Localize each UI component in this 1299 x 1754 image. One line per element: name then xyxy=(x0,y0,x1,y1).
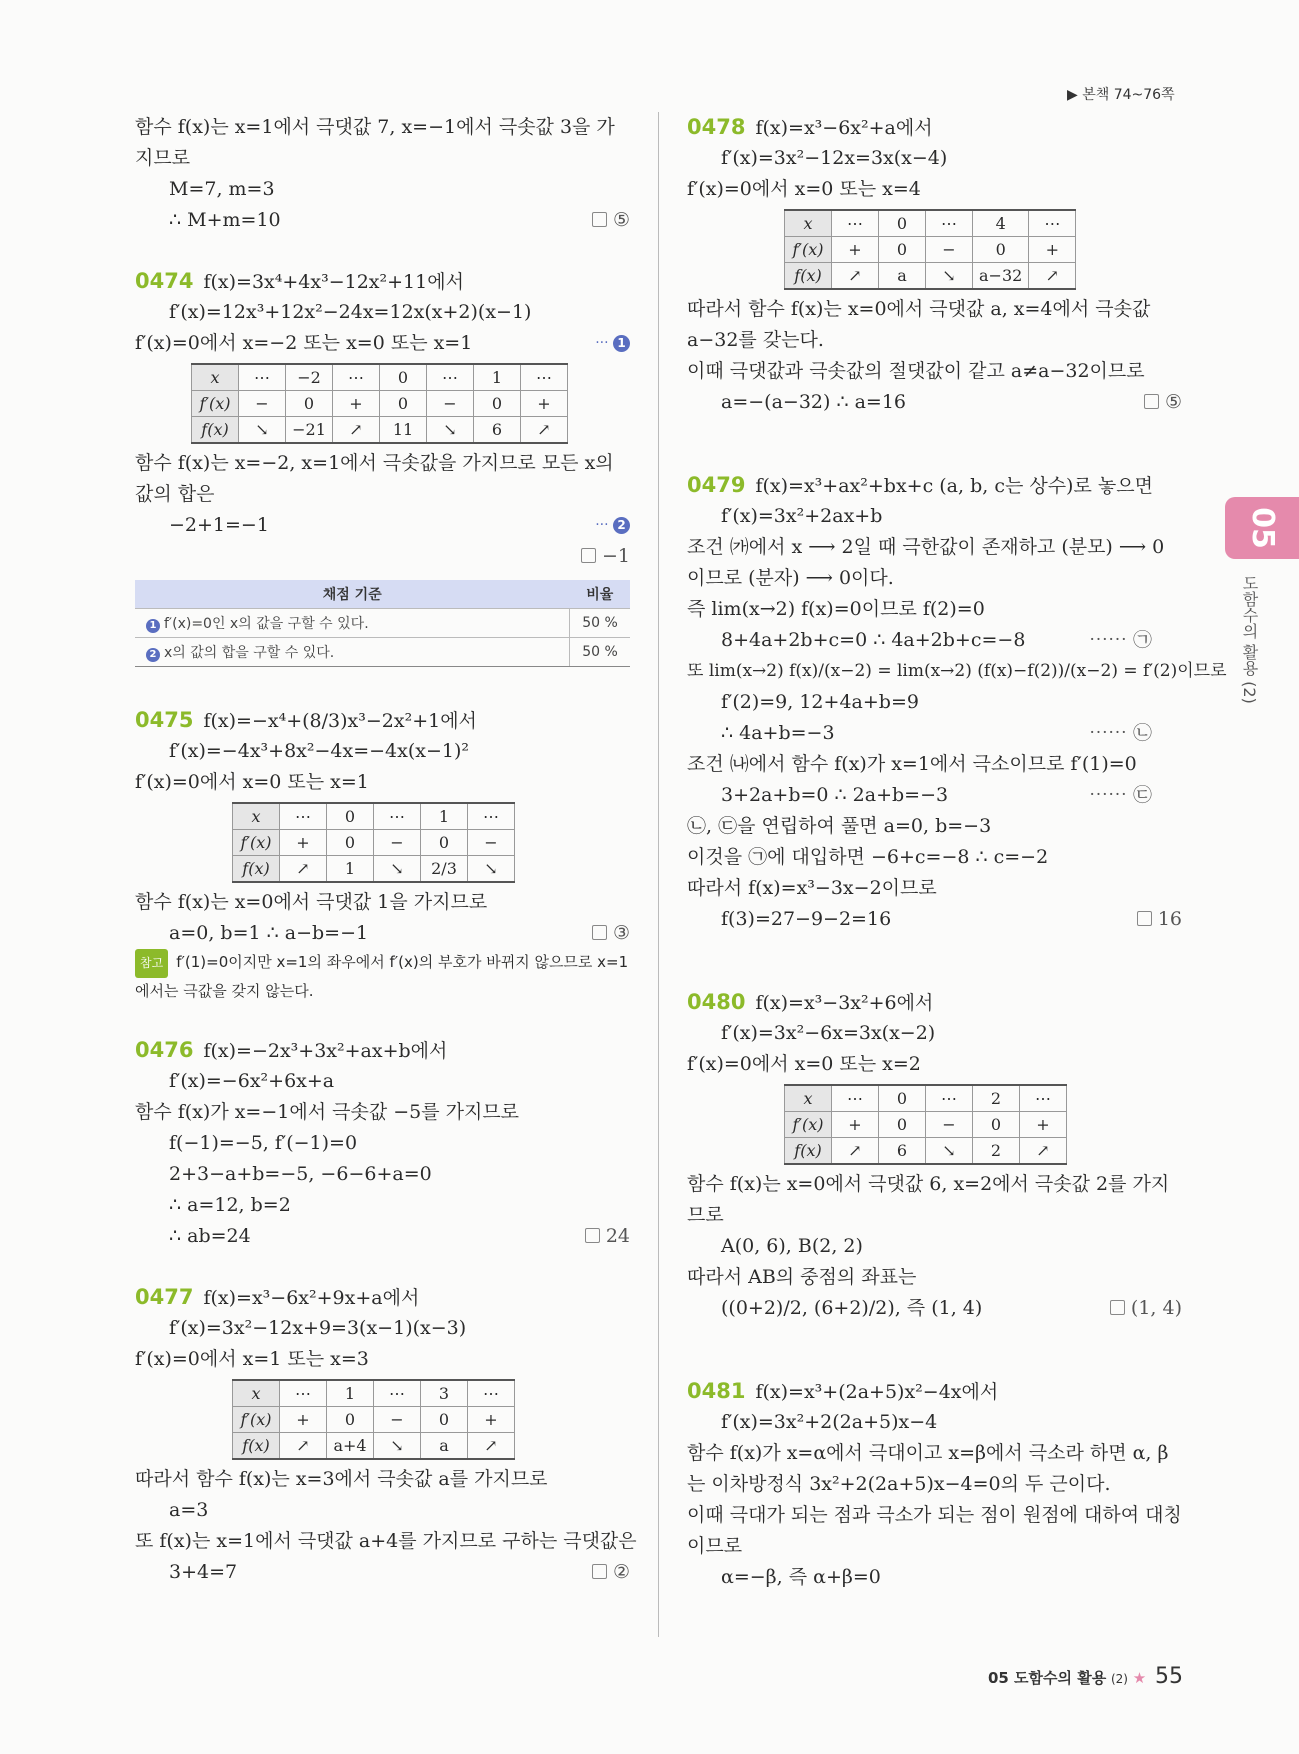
table-row xyxy=(785,1138,1067,1165)
problem-number: 0474 xyxy=(135,269,194,293)
table-cell: ⋯ xyxy=(1020,1085,1067,1112)
table-cell: 1 xyxy=(327,856,374,883)
math-line xyxy=(135,205,630,236)
table-row xyxy=(233,1433,515,1460)
criterion-text: x의 값의 합을 구할 수 있다. xyxy=(164,645,335,661)
math-line xyxy=(687,718,1182,749)
left-column xyxy=(135,112,637,1588)
table-cell: 11 xyxy=(380,417,427,444)
table-cell: − xyxy=(427,391,474,417)
answer-label xyxy=(581,541,630,572)
math-line: ∴ a=12, b=2 xyxy=(169,1194,291,1216)
table-cell: ⋯ xyxy=(1029,210,1076,237)
table-row xyxy=(785,1085,1067,1112)
answer-value: ③ xyxy=(612,922,630,944)
math-text: f(x)=x³−6x²+9x+a에서 xyxy=(203,1287,420,1309)
step-marker: ··· 2 xyxy=(595,510,630,541)
problem-number: 0481 xyxy=(687,1379,746,1403)
table-row xyxy=(192,391,568,417)
footer-star: ★ xyxy=(1132,1669,1147,1687)
table-row xyxy=(192,417,568,444)
math-text: f(x)=−2x³+3x²+ax+b에서 xyxy=(203,1040,448,1062)
math-text: f(3)=27−9−2=16 xyxy=(721,908,892,930)
table-cell: ↘ xyxy=(374,1433,421,1460)
problem-header xyxy=(135,1035,630,1066)
table-row xyxy=(785,263,1076,290)
table-cell: ⋯ xyxy=(333,364,380,391)
column-divider xyxy=(658,112,659,1637)
problem-number: 0476 xyxy=(135,1038,194,1062)
answer-value: −1 xyxy=(601,545,630,567)
math-text: ∴ ab=24 xyxy=(169,1225,251,1247)
table-cell: ⋯ xyxy=(832,210,879,237)
grading-row xyxy=(135,638,570,667)
text-line: 조건 ㈏에서 함수 f(x)가 x=1에서 극소이므로 f′(1)=0 xyxy=(687,753,1137,775)
answer-value: ⑤ xyxy=(1164,391,1182,413)
table-cell: a xyxy=(879,263,926,290)
text-line: 이때 극대가 되는 점과 극소가 되는 점이 원점에 대하여 대칭이므로 xyxy=(687,1504,1182,1557)
table-cell: 0 xyxy=(421,830,468,856)
table-cell: + xyxy=(280,830,327,856)
answer-icon xyxy=(1144,394,1159,409)
table-cell: ↗ xyxy=(280,1433,327,1460)
row-header: f(x) xyxy=(192,417,239,444)
table-cell: 0 xyxy=(380,364,427,391)
problem-0480 xyxy=(687,987,1182,1324)
problem-header xyxy=(687,470,1182,501)
table-cell: ⋯ xyxy=(374,803,421,830)
answer-label xyxy=(592,205,630,236)
problem-number: 0477 xyxy=(135,1285,194,1309)
answer-value: ⑤ xyxy=(612,209,630,231)
row-header: f(x) xyxy=(233,856,280,883)
table-cell: 0 xyxy=(286,391,333,417)
text-line: 조건 ㈎에서 x ⟶ 2일 때 극한값이 존재하고 (분모) ⟶ 0이므로 (분자) ⟶ 0이다. xyxy=(687,536,1165,589)
ratio-value: 50 % xyxy=(570,638,631,667)
chapter-number: 05 xyxy=(1245,507,1280,549)
table-cell: + xyxy=(832,1112,879,1138)
table-cell: + xyxy=(280,1407,327,1433)
table-cell: ⋯ xyxy=(239,364,286,391)
table-cell: ⋯ xyxy=(280,1380,327,1407)
math-text: f′(x)=0에서 x=−2 또는 x=0 또는 x=1 xyxy=(135,332,473,354)
answer-value: 24 xyxy=(605,1225,630,1247)
table-cell: 0 xyxy=(421,1407,468,1433)
right-column xyxy=(687,112,1227,1593)
equation-marker: ⋯⋯ ㉠ xyxy=(1088,629,1152,651)
problem-number: 0480 xyxy=(687,990,746,1014)
table-cell: ⋯ xyxy=(280,803,327,830)
math-line: 2+3−a+b=−5, −6−6+a=0 xyxy=(169,1163,432,1185)
row-header: x xyxy=(785,1085,832,1112)
math-line: 즉 lim(x→2) f(x)=0이므로 f(2)=0 xyxy=(687,598,985,620)
problem-0476 xyxy=(135,1035,630,1252)
table-cell: − xyxy=(239,391,286,417)
table-cell: ↗ xyxy=(832,263,879,290)
math-text: 3+2a+b=0 ∴ 2a+b=−3 xyxy=(721,784,949,806)
table-cell: 6 xyxy=(879,1138,926,1165)
answer-icon xyxy=(585,1228,600,1243)
table-cell: ⋯ xyxy=(468,1380,515,1407)
math-text: 8+4a+2b+c=0 ∴ 4a+2b+c=−8 xyxy=(721,629,1026,651)
table-cell: + xyxy=(832,237,879,263)
step-number: 1 xyxy=(613,335,630,352)
math-text: ∴ 4a+b=−3 xyxy=(721,722,835,744)
math-line xyxy=(687,1293,1182,1324)
answer-icon xyxy=(592,925,607,940)
text-line: ㉡, ㉢을 연립하여 풀면 a=0, b=−3 xyxy=(687,815,992,837)
math-line: a=3 xyxy=(169,1499,209,1521)
row-header: x xyxy=(785,210,832,237)
answer-value: ② xyxy=(612,1561,630,1583)
step-icon: 2 xyxy=(146,648,160,662)
table-row xyxy=(785,210,1076,237)
page-footer xyxy=(988,1664,1183,1689)
math-text: ((0+2)/2, (6+2)/2), 즉 (1, 4) xyxy=(721,1297,983,1319)
text-line: 따라서 f(x)=x³−3x−2이므로 xyxy=(687,877,937,899)
text-line: 또 f(x)는 x=1에서 극댓값 a+4를 가지므로 구하는 극댓값은 xyxy=(135,1530,637,1552)
table-cell: 0 xyxy=(327,830,374,856)
equation-marker: ⋯⋯ ㉢ xyxy=(1088,784,1152,806)
table-cell: − xyxy=(926,1112,973,1138)
problem-header xyxy=(687,112,1182,143)
table-cell: ↘ xyxy=(926,263,973,290)
table-cell: + xyxy=(521,391,568,417)
math-line: f′(x)=12x³+12x²−24x=12x(x+2)(x−1) xyxy=(169,301,532,323)
problem-0479 xyxy=(687,470,1227,935)
math-line: f′(x)=0에서 x=1 또는 x=3 xyxy=(135,1348,369,1370)
problem-0481 xyxy=(687,1376,1182,1593)
row-header: x xyxy=(233,1380,280,1407)
math-line: α=−β, 즉 α+β=0 xyxy=(721,1566,881,1588)
ratio-header: 비율 xyxy=(570,580,631,609)
table-row xyxy=(233,1407,515,1433)
table-cell: 0 xyxy=(380,391,427,417)
table-cell: ↘ xyxy=(374,856,421,883)
table-cell: 0 xyxy=(327,803,374,830)
math-line: M=7, m=3 xyxy=(169,178,275,200)
math-line: f′(x)=3x²+2(2a+5)x−4 xyxy=(721,1411,938,1433)
table-cell: 2 xyxy=(973,1085,1020,1112)
problem-header xyxy=(135,705,630,736)
table-cell: 1 xyxy=(327,1380,374,1407)
math-text: f(x)=x³+(2a+5)x²−4x에서 xyxy=(755,1381,999,1403)
math-line xyxy=(687,625,1182,656)
text-line: 이것을 ㉠에 대입하면 −6+c=−8 ∴ c=−2 xyxy=(687,846,1049,868)
math-line: A(0, 6), B(2, 2) xyxy=(721,1235,863,1257)
textbook-reference: ▶ 본책 74~76쪽 xyxy=(1067,87,1175,103)
table-cell: + xyxy=(1020,1112,1067,1138)
math-line xyxy=(135,510,630,541)
row-header: f′(x) xyxy=(233,1407,280,1433)
math-text: ∴ M+m=10 xyxy=(169,209,281,231)
table-cell: ↘ xyxy=(427,417,474,444)
table-cell: a−32 xyxy=(973,263,1029,290)
math-line xyxy=(135,328,630,359)
table-cell: −2 xyxy=(286,364,333,391)
math-line xyxy=(687,387,1182,418)
step-number: 2 xyxy=(613,517,630,534)
problem-0477 xyxy=(135,1282,637,1588)
chapter-tab[interactable] xyxy=(1225,497,1299,559)
answer-icon xyxy=(592,212,607,227)
sign-table xyxy=(784,209,1076,290)
math-line xyxy=(135,1557,630,1588)
text-line: 따라서 함수 f(x)는 x=3에서 극솟값 a를 가지므로 xyxy=(135,1468,548,1490)
answer-value: (1, 4) xyxy=(1130,1297,1182,1319)
table-cell: + xyxy=(468,1407,515,1433)
problem-number: 0475 xyxy=(135,708,194,732)
math-line: f′(2)=9, 12+4a+b=9 xyxy=(721,691,919,713)
table-row xyxy=(233,830,515,856)
table-cell: ↗ xyxy=(1029,263,1076,290)
answer-label xyxy=(585,1221,630,1252)
math-line: f′(x)=−6x²+6x+a xyxy=(169,1070,335,1092)
math-line: f′(x)=3x²−6x=3x(x−2) xyxy=(721,1022,936,1044)
table-row xyxy=(785,237,1076,263)
math-line: f′(x)=0에서 x=0 또는 x=4 xyxy=(687,178,921,200)
table-cell: − xyxy=(374,830,421,856)
answer-label xyxy=(1110,1293,1182,1324)
math-line xyxy=(135,918,630,949)
grading-table xyxy=(135,580,630,667)
math-line: f(−1)=−5, f′(−1)=0 xyxy=(169,1132,358,1154)
math-line: f′(x)=0에서 x=0 또는 x=1 xyxy=(135,771,369,793)
table-cell: ⋯ xyxy=(521,364,568,391)
math-line: 또 lim(x→2) f(x)/(x−2) = lim(x→2) (f(x)−f(2))/(x−2) = f′(2)이므로 xyxy=(687,661,1227,681)
table-cell: ↗ xyxy=(333,417,380,444)
problem-header xyxy=(135,266,630,297)
table-cell: a xyxy=(421,1433,468,1460)
table-cell: 0 xyxy=(879,237,926,263)
row-header: f′(x) xyxy=(233,830,280,856)
table-cell: ⋯ xyxy=(926,210,973,237)
table-cell: 4 xyxy=(973,210,1029,237)
row-header: f(x) xyxy=(785,1138,832,1165)
math-line xyxy=(687,904,1182,935)
note-text: f′(1)=0이지만 x=1의 좌우에서 f′(x)의 부호가 바뀌지 않으므로 x=1에서는 극값을 갖지 않는다. xyxy=(135,953,629,1000)
problem-0474 xyxy=(135,266,630,667)
table-cell: 0 xyxy=(879,1085,926,1112)
table-cell: + xyxy=(1029,237,1076,263)
math-text: f(x)=x³−6x²+a에서 xyxy=(755,117,933,139)
math-text: −2+1=−1 xyxy=(169,514,269,536)
math-line: f′(x)=−4x³+8x²−4x=−4x(x−1)² xyxy=(169,740,470,762)
problem-0478 xyxy=(687,112,1182,418)
answer-value: 16 xyxy=(1157,908,1182,930)
table-cell: ↗ xyxy=(1020,1138,1067,1165)
table-cell: ↗ xyxy=(832,1138,879,1165)
table-cell: a+4 xyxy=(327,1433,374,1460)
math-text: a=0, b=1 ∴ a−b=−1 xyxy=(169,922,369,944)
table-row xyxy=(233,803,515,830)
table-cell: 0 xyxy=(879,1112,926,1138)
table-cell: ↗ xyxy=(468,1433,515,1460)
problem-header xyxy=(687,987,1182,1018)
table-cell: ⋯ xyxy=(374,1380,421,1407)
table-cell: ⋯ xyxy=(832,1085,879,1112)
table-cell: ↗ xyxy=(280,856,327,883)
math-line: f′(x)=0에서 x=0 또는 x=2 xyxy=(687,1053,921,1075)
table-row xyxy=(785,1112,1067,1138)
row-header: f(x) xyxy=(785,263,832,290)
table-cell: ↘ xyxy=(468,856,515,883)
math-text: f(x)=3x⁴+4x³−12x²+11에서 xyxy=(203,271,464,293)
table-cell: 2/3 xyxy=(421,856,468,883)
row-header: f′(x) xyxy=(785,237,832,263)
ratio-value: 50 % xyxy=(570,609,631,638)
math-line: f′(x)=3x²−12x+9=3(x−1)(x−3) xyxy=(169,1317,467,1339)
math-text: a=−(a−32) ∴ a=16 xyxy=(721,391,907,413)
problem-number: 0478 xyxy=(687,115,746,139)
table-cell: 6 xyxy=(474,417,521,444)
table-cell: 0 xyxy=(879,210,926,237)
table-cell: 0 xyxy=(973,237,1029,263)
chapter-side-title: 도함수의 활용 (2) xyxy=(1240,575,1259,704)
answer-label xyxy=(592,1557,630,1588)
answer-icon xyxy=(592,1564,607,1579)
text-line: 함수 f(x)는 x=0에서 극댓값 6, x=2에서 극솟값 2를 가지므로 xyxy=(687,1173,1170,1226)
footer-chapter: 05 도함수의 활용 xyxy=(987,1669,1107,1687)
problem-0475 xyxy=(135,705,630,1005)
table-cell: ↘ xyxy=(239,417,286,444)
table-cell: ⋯ xyxy=(926,1085,973,1112)
table-cell: − xyxy=(926,237,973,263)
math-line: f′(x)=3x²−12x=3x(x−4) xyxy=(721,147,948,169)
criterion-text: f′(x)=0인 x의 값을 구할 수 있다. xyxy=(164,616,369,632)
text-line: 함수 f(x)는 x=0에서 극댓값 1을 가지므로 xyxy=(135,891,488,913)
sign-table xyxy=(232,1379,515,1460)
answer-line xyxy=(135,541,630,572)
text-line: 이때 극댓값과 극솟값의 절댓값이 같고 a≠a−32이므로 xyxy=(687,360,1145,382)
table-cell: 0 xyxy=(973,1112,1020,1138)
page-number: 55 xyxy=(1155,1664,1183,1689)
row-header: x xyxy=(192,364,239,391)
table-cell: −21 xyxy=(286,417,333,444)
table-cell: + xyxy=(333,391,380,417)
answer-label xyxy=(1137,904,1182,935)
math-text: f(x)=x³+ax²+bx+c (a, b, c는 상수)로 놓으면 xyxy=(755,475,1153,497)
text-line: 따라서 AB의 중점의 좌표는 xyxy=(687,1266,917,1288)
problem-header xyxy=(135,1282,630,1313)
text-line: 함수 f(x)는 x=−2, x=1에서 극솟값을 가지므로 모든 x의 값의 합은 xyxy=(135,452,614,505)
answer-icon xyxy=(1110,1300,1125,1315)
table-cell: 1 xyxy=(421,803,468,830)
table-cell: ⋯ xyxy=(468,803,515,830)
answer-label xyxy=(592,918,630,949)
table-cell: 2 xyxy=(973,1138,1020,1165)
table-cell: ↘ xyxy=(926,1138,973,1165)
table-cell: 3 xyxy=(421,1380,468,1407)
table-cell: 0 xyxy=(474,391,521,417)
table-row xyxy=(233,856,515,883)
intro-solution xyxy=(135,112,630,236)
grading-row xyxy=(135,609,570,638)
problem-header xyxy=(687,1376,1182,1407)
row-header: f′(x) xyxy=(785,1112,832,1138)
table-cell: 0 xyxy=(327,1407,374,1433)
grading-header: 채점 기준 xyxy=(135,580,570,609)
sign-table xyxy=(191,363,568,444)
problem-number: 0479 xyxy=(687,473,746,497)
table-cell: 1 xyxy=(474,364,521,391)
sign-table xyxy=(784,1084,1067,1165)
math-line xyxy=(135,1221,630,1252)
table-cell: − xyxy=(468,830,515,856)
row-header: f(x) xyxy=(233,1433,280,1460)
text-line: 함수 f(x)가 x=α에서 극대이고 x=β에서 극소라 하면 α, β는 이차방정식 3x²+2(2a+5)x−4=0의 두 근이다. xyxy=(687,1442,1169,1495)
text-line: 함수 f(x)가 x=−1에서 극솟값 −5를 가지므로 xyxy=(135,1101,520,1123)
answer-icon xyxy=(1137,911,1152,926)
text-line: 따라서 함수 f(x)는 x=0에서 극댓값 a, x=4에서 극솟값 a−32를 갖는다. xyxy=(687,298,1151,351)
math-line: f′(x)=3x²+2ax+b xyxy=(721,505,883,527)
footer-sub: (2) xyxy=(1110,1672,1128,1686)
row-header: f′(x) xyxy=(192,391,239,417)
math-text: f(x)=−x⁴+(8/3)x³−2x²+1에서 xyxy=(203,710,477,732)
table-row xyxy=(192,364,568,391)
table-cell: ↗ xyxy=(521,417,568,444)
math-text: 3+4=7 xyxy=(169,1561,238,1583)
answer-icon xyxy=(581,548,596,563)
row-header: x xyxy=(233,803,280,830)
text-line: 함수 f(x)는 x=1에서 극댓값 7, x=−1에서 극솟값 3을 가지므로 xyxy=(135,116,615,169)
step-icon: 1 xyxy=(146,619,160,633)
table-cell: − xyxy=(374,1407,421,1433)
math-line xyxy=(687,780,1182,811)
equation-marker: ⋯⋯ ㉡ xyxy=(1088,722,1152,744)
math-text: f(x)=x³−3x²+6에서 xyxy=(755,992,934,1014)
table-cell: ⋯ xyxy=(427,364,474,391)
answer-label xyxy=(1144,387,1182,418)
sign-table xyxy=(232,802,515,883)
reference-note xyxy=(135,949,630,1005)
step-marker: ··· 1 xyxy=(595,328,630,359)
table-row xyxy=(233,1380,515,1407)
note-tag: 참고 xyxy=(135,949,168,978)
